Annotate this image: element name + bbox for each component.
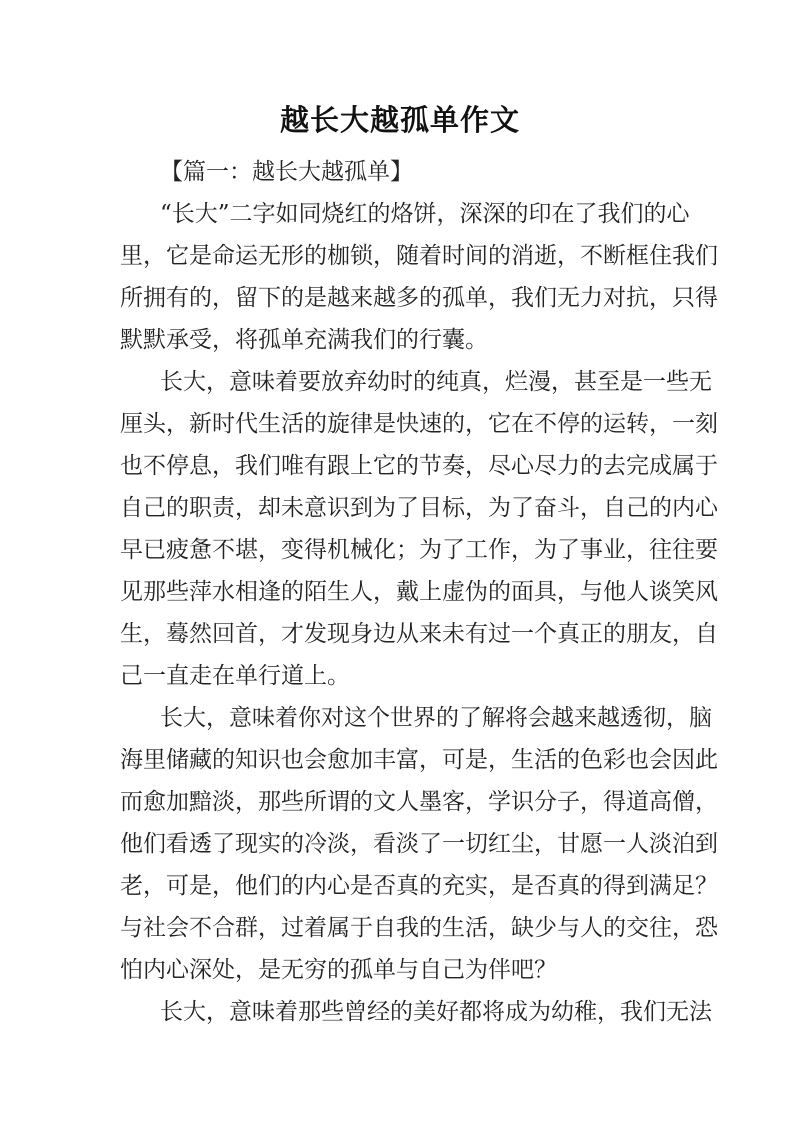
paragraph-line: 自己的职责，却未意识到为了目标，为了奋斗，自己的内心 — [120, 495, 718, 521]
paragraph-line: 长大，意味着要放弃幼时的纯真，烂漫，甚至是一些无 — [160, 369, 712, 395]
paragraph — [120, 193, 718, 361]
section-heading: 【篇一：越长大越孤单】 — [160, 159, 413, 185]
paragraph-line: 也不停息，我们唯有跟上它的节奏，尽心尽力的去完成属于 — [120, 453, 718, 479]
paragraph-line: 见那些萍水相逢的陌生人，戴上虚伪的面具，与他人谈笑风 — [120, 579, 718, 605]
paragraph — [120, 991, 712, 1033]
paragraph-line: 生，蓦然回首，才发现身边从来未有过一个真正的朋友，自 — [120, 621, 718, 647]
paragraph-line: 怕内心深处，是无穷的孤单与自己为伴吧？ — [120, 957, 557, 983]
paragraph-line: 里，它是命运无形的枷锁，随着时间的消逝，不断框住我们 — [120, 243, 718, 269]
paragraph-line: 早已疲惫不堪，变得机械化；为了工作，为了事业，往往要 — [120, 537, 718, 563]
document-body — [120, 151, 718, 1033]
paragraph — [120, 697, 718, 991]
paragraph-line: 厘头，新时代生活的旋律是快速的，它在不停的运转，一刻 — [120, 411, 718, 437]
paragraphs — [120, 193, 718, 1033]
paragraph-line: 己一直走在单行道上。 — [120, 663, 350, 689]
paragraph-line: 他们看透了现实的冷淡，看淡了一切红尘，甘愿一人淡泊到 — [120, 831, 718, 857]
paragraph-line: 所拥有的，留下的是越来越多的孤单，我们无力对抗，只得 — [120, 285, 718, 311]
paragraph-line: 长大，意味着那些曾经的美好都将成为幼稚，我们无法 — [160, 999, 712, 1025]
paragraph-line: 默默承受，将孤单充满我们的行囊。 — [120, 327, 488, 353]
paragraph-line: “长大”二字如同烧红的烙饼，深深的印在了我们的心 — [160, 201, 690, 227]
paragraph-line: 与社会不合群，过着属于自我的生活，缺少与人的交往，恐 — [120, 915, 718, 941]
document-title: 越长大越孤单作文 — [279, 103, 520, 137]
paragraph-line: 长大，意味着你对这个世界的了解将会越来越透彻，脑 — [160, 705, 712, 731]
paragraph-line: 海里储藏的知识也会愈加丰富，可是，生活的色彩也会因此 — [120, 747, 718, 773]
paragraph — [120, 361, 718, 697]
paragraph-line: 而愈加黯淡，那些所谓的文人墨客，学识分子，得道高僧， — [120, 789, 718, 815]
paragraph-line: 老，可是，他们的内心是否真的充实，是否真的得到满足？ — [120, 873, 718, 899]
